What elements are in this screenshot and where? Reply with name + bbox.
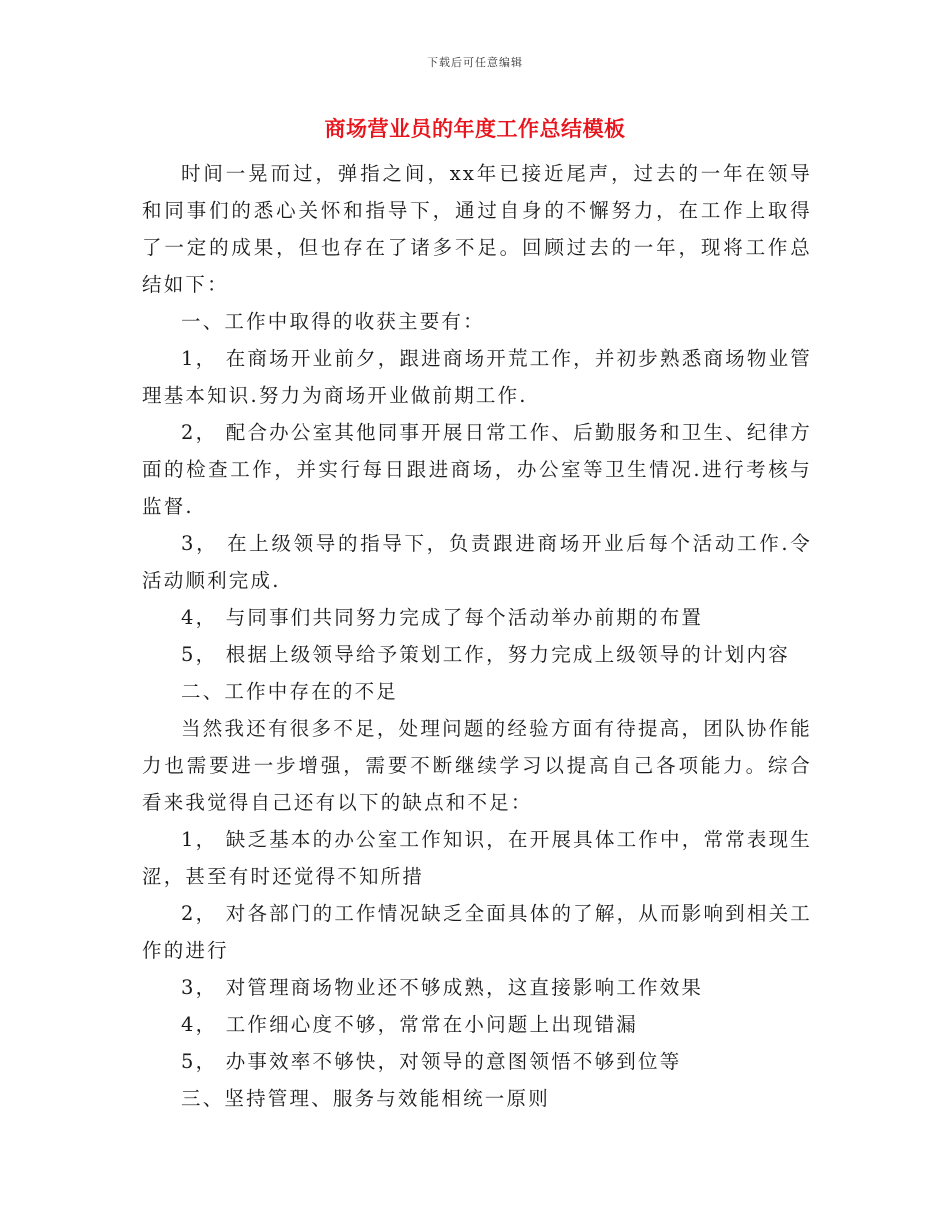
section-heading: 一、工作中取得的收获主要有： [181,310,485,333]
list-item: 4， 与同事们共同努力完成了每个活动举办前期的布置 [181,606,704,629]
document-body [142,155,812,1117]
body-paragraph: 当然我还有很多不足，处理问题的经验方面有待提高，团队协作能力也需要进一步增强，需要不断继续学习以提高自己各项能力。综合看来我觉得自己还有以下的缺点和不足： [142,717,812,814]
list-item: 4， 工作细心度不够，常常在小问题上出现错漏 [181,1013,639,1036]
document-title: 商场营业员的年度工作总结模板 [324,117,626,141]
list-item: 5， 办事效率不够快，对领导的意图领悟不够到位等 [181,1050,682,1073]
list-item: 2， 配合办公室其他同事开展日常工作、后勤服务和卫生、纪律方面的检查工作，并实行每日跟进商场，办公室等卫生情况.进行考核与监督. [142,421,812,518]
list-item: 5， 根据上级领导给予策划工作，努力完成上级领导的计划内容 [181,643,790,666]
list-item: 2， 对各部门的工作情况缺乏全面具体的了解，从而影响到相关工作的进行 [142,902,812,962]
list-item: 3， 在上级领导的指导下，负责跟进商场开业后每个活动工作.令活动顺利完成. [142,532,812,592]
list-item: 1， 在商场开业前夕，跟进商场开荒工作，并初步熟悉商场物业管理基本知识.努力为商场开业做前期工作. [142,347,812,407]
list-item: 3， 对管理商场物业还不够成熟，这直接影响工作效果 [181,976,704,999]
list-item: 1， 缺乏基本的办公室工作知识，在开展具体工作中，常常表现生涩，甚至有时还觉得不知所措 [142,828,812,888]
section-heading: 三、坚持管理、服务与效能相统一原则 [181,1087,550,1110]
section-heading: 二、工作中存在的不足 [181,680,399,703]
header-note: 下载后可任意编辑 [427,56,523,69]
intro-paragraph: 时间一晃而过，弹指之间，xx年已接近尾声，过去的一年在领导和同事们的悉心关怀和指导下，通过自身的不懈努力，在工作上取得了一定的成果，但也存在了诸多不足。回顾过去的一年，现将工作总结如下： [142,162,812,296]
